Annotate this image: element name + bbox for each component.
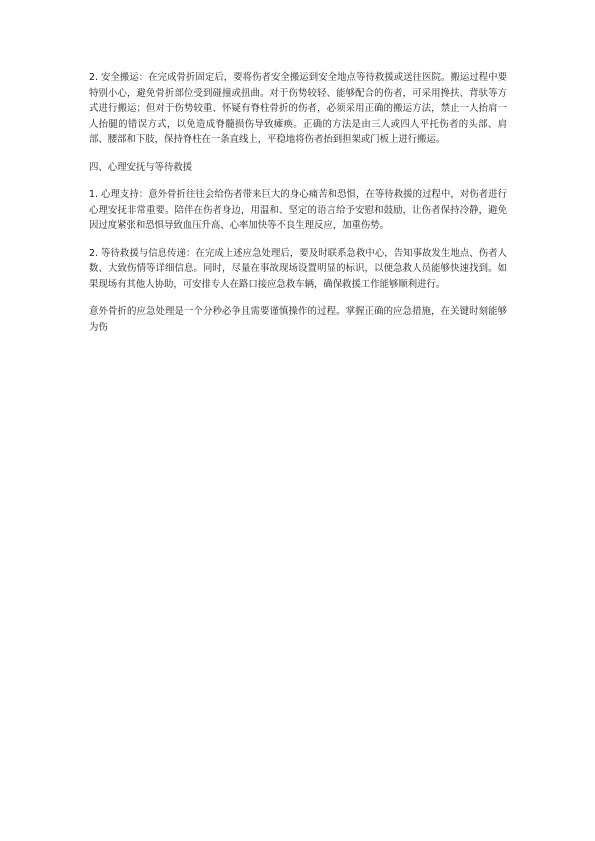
- section-heading-psychological-support: 四、心理安抚与等待救援: [89, 161, 193, 173]
- paragraph-waiting-rescue: 2. 等待救援与信息传递：在完成上述应急处理后，要及时联系急救中心，告知事故发生地点、伤者人数、大致伤情等详细信息。同时，尽量在事故现场设置明显的标识，以便急救人员能够快速找到。如果现场有其他人协助，可安排专人在路口接应急救车辆，确保救援工作能够顺利进行。: [89, 247, 507, 290]
- paragraph-safe-transport: 2. 安全搬运：在完成骨折固定后，要将伤者安全搬运到安全地点等待救援或送往医院。搬运过程中要特别小心，避免骨折部位受到碰撞或扭曲。对于伤势较轻、能够配合的伤者，可采用搀扶、背驮等方式进行搬运；但对于伤势较重、怀疑有脊柱骨折的伤者，必须采用正确的搬运方法，禁止一人抬肩一人抬腿的错误方式，以免造成脊髓损伤导致瘫痪。正确的方法是由三人或四人平托伤者的头部、肩部、腰部和下肢，保持脊柱在一条直线上，平稳地将伤者抬到担架或门板上进行搬运。: [89, 72, 507, 145]
- document-body: [89, 70, 507, 347]
- paragraph-conclusion: 意外骨折的应急处理是一个分秒必争且需要谨慎操作的过程。掌握正确的应急措施，在关键时刻能够为伤: [89, 306, 507, 333]
- paragraph-psychological-support: 1. 心理支持：意外骨折往往会给伤者带来巨大的身心痛苦和恐惧，在等待救援的过程中，对伤者进行心理安抚非常重要。陪伴在伤者身边，用温和、坚定的语言给予安慰和鼓励，让伤者保持冷静，避免因过度紧张和恐惧导致血压升高、心率加快等不良生理反应，加重伤势。: [89, 189, 507, 231]
